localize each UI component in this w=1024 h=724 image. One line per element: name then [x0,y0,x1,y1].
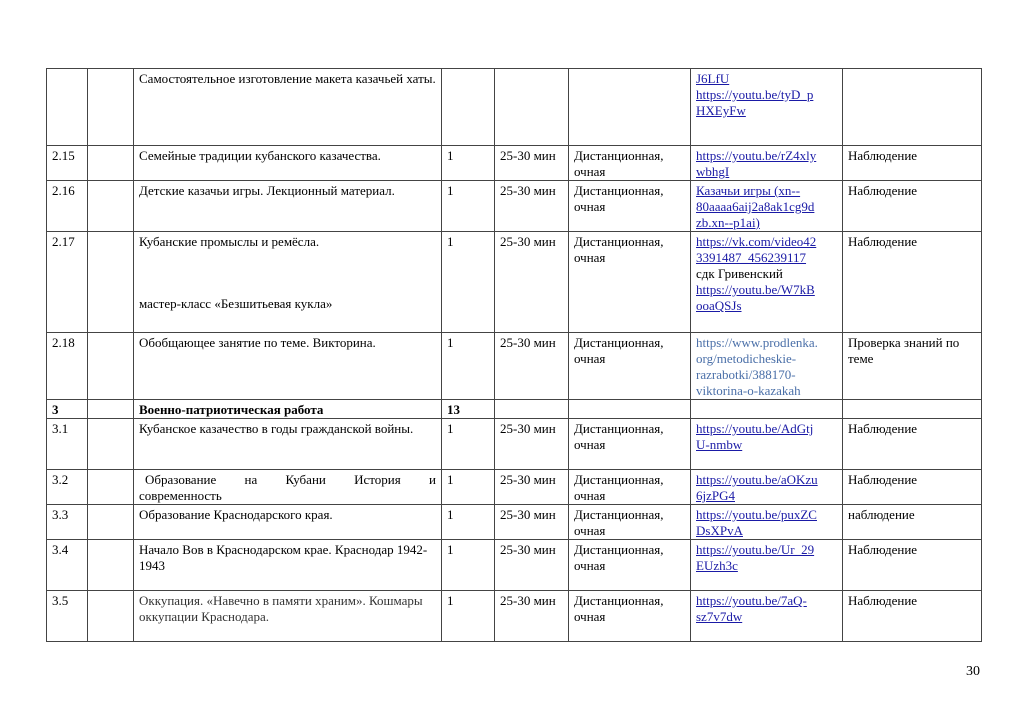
form-cell [569,69,691,146]
control-cell: Проверка знаний по теме [843,333,982,400]
time-cell: 25-30 мин [495,419,569,470]
resource-cell [691,146,843,181]
resource-link[interactable]: https://youtu.be/puxZC [696,507,817,522]
topic-cell [134,232,442,333]
row-number: 3.1 [47,419,88,470]
topic-cell: Семейные традиции кубанского казачества. [134,146,442,181]
resource-cell [691,400,843,419]
topic-cell [134,470,442,505]
topic-cell: Детские казачьи игры. Лекционный материал. [134,181,442,232]
resource-link[interactable]: sz7v7dw [696,609,743,624]
resource-link[interactable]: org/metodicheskie- [696,351,797,366]
hours-cell: 1 [442,181,495,232]
time-cell [495,69,569,146]
topic-cell: Образование Краснодарского края. [134,505,442,540]
row-subnumber [88,470,134,505]
resource-cell [691,591,843,642]
topic-cell: Кубанское казачество в годы гражданской войны. [134,419,442,470]
form-cell: Дистанционная, очная [569,333,691,400]
form-cell [569,400,691,419]
table-row [47,505,982,540]
hours-cell: 1 [442,146,495,181]
time-cell: 25-30 мин [495,232,569,333]
control-cell: наблюдение [843,505,982,540]
row-subnumber [88,333,134,400]
time-cell: 25-30 мин [495,146,569,181]
time-cell: 25-30 мин [495,591,569,642]
row-number: 2.15 [47,146,88,181]
control-cell: Наблюдение [843,470,982,505]
topic-text: Кубанские промыслы и ремёсла. [139,234,320,249]
table-row [47,591,982,642]
topic-cell: Оккупация. «Навечно в памяти храним». Кошмары оккупации Краснодара. [134,591,442,642]
hours-cell: 1 [442,591,495,642]
topic-cell: Начало Вов в Краснодарском крае. Краснодар 1942-1943 [134,540,442,591]
resource-link[interactable]: 6jzPG4 [696,488,735,503]
resource-link[interactable]: zb.xn--p1ai) [696,215,760,230]
resource-link[interactable]: DsXPvA [696,523,743,538]
control-cell: Наблюдение [843,591,982,642]
resource-cell [691,540,843,591]
form-cell: Дистанционная, очная [569,232,691,333]
form-cell: Дистанционная, очная [569,540,691,591]
row-number: 3.4 [47,540,88,591]
topic-word: и [429,472,436,487]
hours-cell: 1 [442,333,495,400]
section-hours: 13 [442,400,495,419]
resource-cell [691,69,843,146]
resource-link[interactable]: https://youtu.be/AdGtj [696,421,814,436]
table-row [47,232,982,333]
resource-cell [691,232,843,333]
table-row [47,419,982,470]
row-subnumber [88,591,134,642]
form-cell: Дистанционная, очная [569,181,691,232]
time-cell: 25-30 мин [495,505,569,540]
resource-link[interactable]: viktorina-o-kazakah [696,383,801,398]
time-cell: 25-30 мин [495,181,569,232]
control-cell: Наблюдение [843,419,982,470]
section-title: Военно-патриотическая работа [134,400,442,419]
hours-cell [442,69,495,146]
row-number: 3.3 [47,505,88,540]
page-number: 30 [966,664,980,679]
control-cell [843,69,982,146]
resource-cell [691,470,843,505]
resource-link[interactable]: 3391487_456239117 [696,250,807,265]
table-row [47,333,982,400]
resource-link[interactable]: https://youtu.be/7aQ- [696,593,807,608]
table-row [47,540,982,591]
topic-word: История [354,472,401,487]
row-number: 3.5 [47,591,88,642]
resource-link[interactable]: EUzh3c [696,558,738,573]
row-subnumber [88,540,134,591]
resource-cell [691,333,843,400]
hours-cell: 1 [442,470,495,505]
row-subnumber [88,69,134,146]
section-row [47,400,982,419]
topic-word: Кубани [285,472,326,487]
control-cell: Наблюдение [843,540,982,591]
resource-link[interactable]: https://youtu.be/Ur_29 [696,542,815,557]
hours-cell: 1 [442,505,495,540]
row-subnumber [88,505,134,540]
form-cell: Дистанционная, очная [569,505,691,540]
control-cell: Наблюдение [843,232,982,333]
row-number: 2.18 [47,333,88,400]
topic-line [139,472,436,488]
row-subnumber [88,181,134,232]
topic-cell: Самостоятельное изготовление макета казачьей хаты. [134,69,442,146]
hours-cell: 1 [442,540,495,591]
time-cell: 25-30 мин [495,540,569,591]
table-row [47,146,982,181]
form-cell: Дистанционная, очная [569,591,691,642]
table-row [47,470,982,505]
resource-link[interactable]: U-nmbw [696,437,743,452]
topic-extra-text: мастер-класс «Безшитьевая кукла» [139,296,333,311]
resource-link[interactable]: https://www.prodlenka. [696,335,818,350]
control-cell: Наблюдение [843,181,982,232]
resource-link[interactable]: J6LfU [696,71,730,86]
time-cell: 25-30 мин [495,470,569,505]
row-subnumber [88,400,134,419]
time-cell [495,400,569,419]
resource-cell [691,419,843,470]
resource-link[interactable]: https://youtu.be/tyD_p [696,87,814,102]
resource-cell [691,505,843,540]
row-number: 2.16 [47,181,88,232]
section-number: 3 [47,400,88,419]
hours-cell: 1 [442,232,495,333]
form-cell: Дистанционная, очная [569,470,691,505]
resource-link[interactable]: ooaQSJs [696,298,742,313]
resource-link[interactable]: https://youtu.be/rZ4xly [696,148,817,163]
time-cell: 25-30 мин [495,333,569,400]
topic-cell: Обобщающее занятие по теме. Викторина. [134,333,442,400]
form-cell: Дистанционная, очная [569,146,691,181]
row-subnumber [88,419,134,470]
row-subnumber [88,146,134,181]
lesson-plan-table [46,68,982,642]
resource-link[interactable]: Казачьи игры (xn-- [696,183,801,198]
hours-cell: 1 [442,419,495,470]
row-subnumber [88,232,134,333]
row-number [47,69,88,146]
table-row [47,181,982,232]
resource-link[interactable]: https://youtu.be/aOKzu [696,472,818,487]
resource-note: сдк Гривенский [696,266,783,281]
form-cell: Дистанционная, очная [569,419,691,470]
resource-link[interactable]: HXEyFw [696,103,746,118]
table-row [47,69,982,146]
resource-link[interactable]: https://vk.com/video42 [696,234,817,249]
resource-link[interactable]: razrabotki/388170- [696,367,796,382]
resource-link[interactable]: wbhgI [696,164,730,179]
resource-link[interactable]: https://youtu.be/W7kB [696,282,815,297]
topic-line: современность [139,488,222,503]
row-number: 2.17 [47,232,88,333]
topic-word: Образование [145,472,217,487]
resource-cell [691,181,843,232]
topic-word: на [244,472,258,487]
control-cell [843,400,982,419]
row-number: 3.2 [47,470,88,505]
control-cell: Наблюдение [843,146,982,181]
resource-link[interactable]: 80aaaa6aij2a8ak1cg9d [696,199,815,214]
